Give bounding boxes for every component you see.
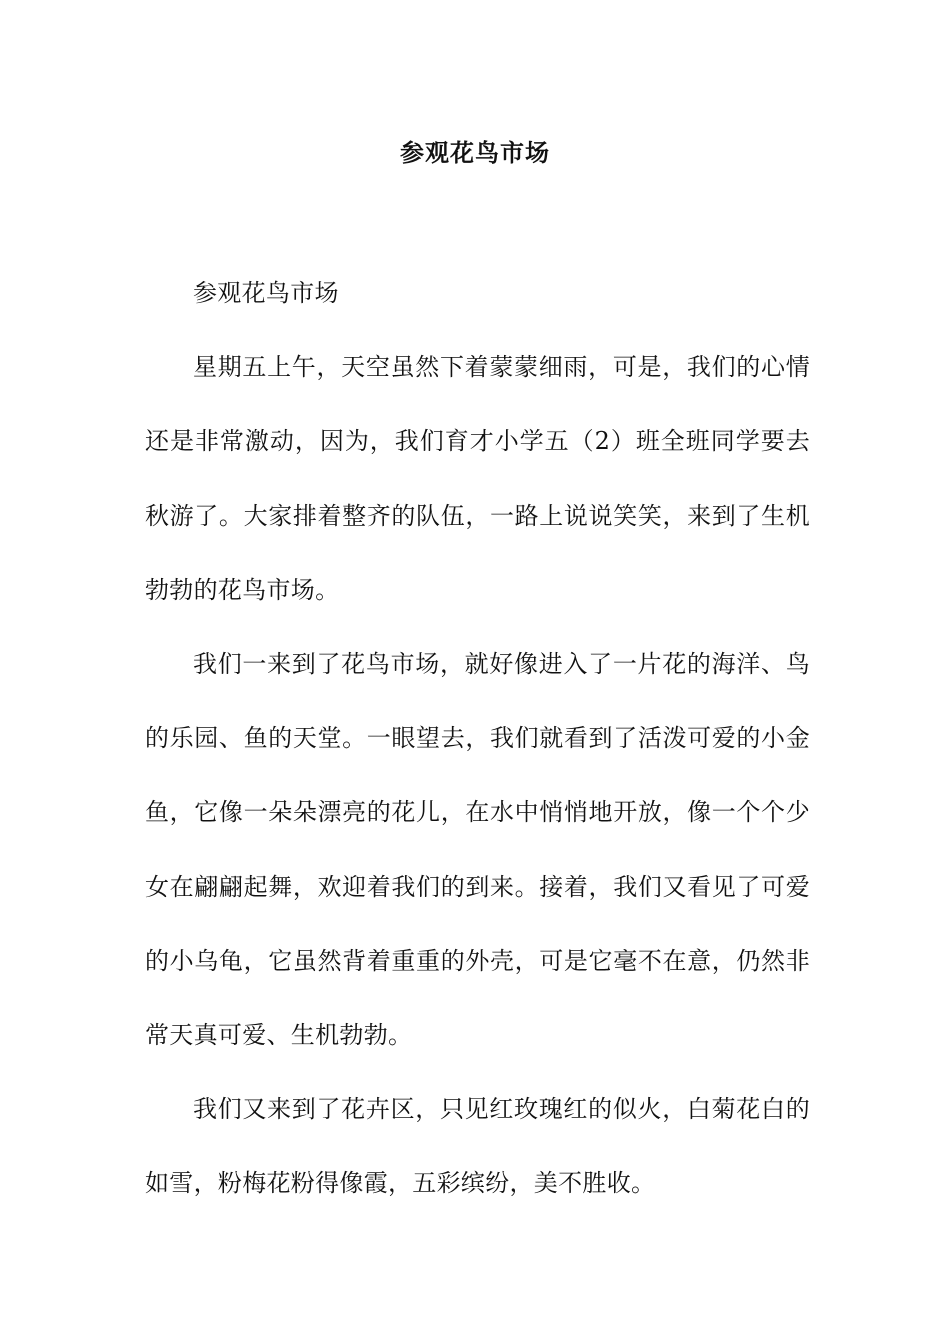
document-title: 参观花鸟市场 [400, 138, 550, 167]
paragraph-subtitle: 参观花鸟市场 [193, 279, 339, 307]
document-body [145, 256, 810, 1221]
paragraph: 我们又来到了花卉区，只见红玫瑰红的似火，白菊花白的如雪，粉梅花粉得像霞，五彩缤纷，美不胜收。 [145, 1095, 810, 1198]
paragraph: 我们一来到了花鸟市场，就好像进入了一片花的海洋、鸟的乐园、鱼的天堂。一眼望去，我们就看到了活泼可爱的小金鱼，它像一朵朵漂亮的花儿，在水中悄悄地开放，像一个个少女在翩翩起舞，欢迎着我们的到来。接着，我们又看见了可爱的小乌龟，它虽然背着重重的外壳，可是它毫不在意，仍然非常天真可爱、生机勃勃。 [145, 650, 810, 1050]
paragraph: 星期五上午，天空虽然下着蒙蒙细雨，可是，我们的心情还是非常激动，因为，我们育才小学五（2）班全班同学要去秋游了。大家排着整齐的队伍，一路上说说笑笑，来到了生机勃勃的花鸟市场。 [145, 353, 810, 604]
